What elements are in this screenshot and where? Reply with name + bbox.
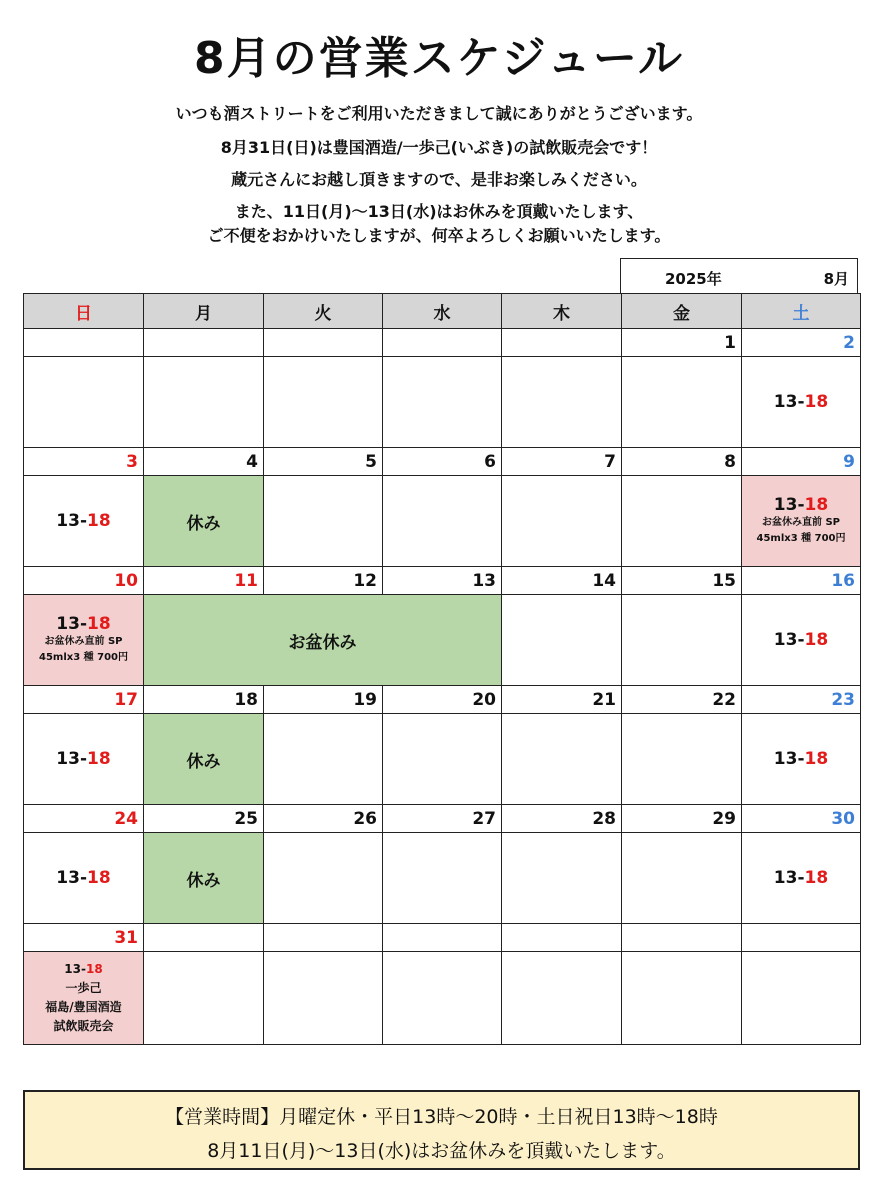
date-cell: 20 bbox=[383, 686, 502, 714]
schedule-cell bbox=[502, 833, 622, 924]
date-cell: 16 bbox=[742, 567, 861, 595]
date-cell: 19 bbox=[264, 686, 383, 714]
date-cell bbox=[383, 924, 502, 952]
schedule-cell-hours bbox=[742, 357, 861, 448]
date-cell: 26 bbox=[264, 805, 383, 833]
schedule-cell-rest: 休み bbox=[144, 833, 264, 924]
schedule-cell-special bbox=[24, 595, 144, 686]
schedule-cell-hours bbox=[742, 714, 861, 805]
date-cell: 27 bbox=[383, 805, 502, 833]
page-title: 8月の営業スケジュール bbox=[194, 33, 684, 84]
hours-end: 18 bbox=[87, 868, 111, 888]
week-4-schedule bbox=[24, 714, 861, 805]
footer-line-2: 8月11日(月)～13日(水)はお盆休みを頂戴いたします。 bbox=[207, 1140, 676, 1162]
week-6-dates bbox=[24, 924, 861, 952]
week-3-schedule bbox=[24, 595, 861, 686]
hours-end: 18 bbox=[804, 495, 829, 515]
schedule-cell bbox=[383, 476, 502, 567]
schedule-cell bbox=[264, 833, 383, 924]
date-cell: 14 bbox=[502, 567, 622, 595]
hours-start: 13- bbox=[773, 868, 805, 888]
hours-end: 18 bbox=[804, 868, 829, 888]
hours-end: 18 bbox=[804, 392, 829, 412]
weekday-wed: 水 bbox=[383, 294, 502, 329]
schedule-cell bbox=[24, 357, 144, 448]
schedule-cell bbox=[622, 833, 742, 924]
hours-end: 18 bbox=[804, 749, 829, 769]
date-cell bbox=[144, 924, 264, 952]
schedule-cell bbox=[264, 476, 383, 567]
schedule-cell-hours bbox=[24, 833, 144, 924]
date-cell: 8 bbox=[622, 448, 742, 476]
hours-end: 18 bbox=[87, 511, 111, 531]
schedule-cell bbox=[383, 357, 502, 448]
sp-note-line-1: お盆休み直前 SP bbox=[761, 517, 840, 528]
date-cell: 6 bbox=[383, 448, 502, 476]
date-cell: 31 bbox=[24, 924, 144, 952]
hours-start: 13- bbox=[64, 962, 86, 976]
hours-end: 18 bbox=[85, 962, 103, 976]
sp-note-line-1: お盆休み直前 SP bbox=[44, 636, 123, 647]
weekday-fri: 金 bbox=[622, 294, 742, 329]
schedule-cell bbox=[502, 357, 622, 448]
date-cell: 23 bbox=[742, 686, 861, 714]
date-cell: 29 bbox=[622, 805, 742, 833]
date-cell bbox=[502, 329, 622, 357]
schedule-cell bbox=[742, 952, 861, 1045]
weekday-header-row bbox=[24, 294, 861, 329]
hours-start: 13- bbox=[773, 630, 805, 650]
date-cell: 5 bbox=[264, 448, 383, 476]
date-cell bbox=[264, 329, 383, 357]
month-label: 8月 bbox=[823, 270, 849, 288]
hours-start: 13- bbox=[56, 749, 88, 769]
year-label: 2025年 bbox=[665, 270, 722, 288]
sp-note-line-2: 45mlx3 種 700円 bbox=[756, 533, 846, 544]
schedule-cell bbox=[502, 952, 622, 1045]
week-1-dates bbox=[24, 329, 861, 357]
schedule-cell-hours bbox=[742, 833, 861, 924]
date-cell bbox=[24, 329, 144, 357]
schedule-cell bbox=[383, 833, 502, 924]
date-cell bbox=[383, 329, 502, 357]
date-cell: 4 bbox=[144, 448, 264, 476]
schedule-cell bbox=[622, 714, 742, 805]
week-3-dates bbox=[24, 567, 861, 595]
hours-start: 13- bbox=[56, 614, 88, 634]
date-cell: 3 bbox=[24, 448, 144, 476]
hours-start: 13- bbox=[773, 392, 805, 412]
schedule-cell-hours bbox=[24, 714, 144, 805]
schedule-cell bbox=[622, 595, 742, 686]
hours-end: 18 bbox=[87, 614, 111, 634]
event-line-3: 試飲販売会 bbox=[53, 1019, 114, 1033]
date-cell: 25 bbox=[144, 805, 264, 833]
hours-start: 13- bbox=[773, 749, 805, 769]
event-line-1: 一歩己 bbox=[65, 981, 102, 995]
date-cell bbox=[622, 924, 742, 952]
schedule-cell-hours bbox=[742, 595, 861, 686]
date-cell bbox=[144, 329, 264, 357]
date-cell: 15 bbox=[622, 567, 742, 595]
schedule-cell bbox=[264, 357, 383, 448]
date-cell: 10 bbox=[24, 567, 144, 595]
sp-note-line-2: 45mlx3 種 700円 bbox=[38, 652, 128, 663]
date-cell: 24 bbox=[24, 805, 144, 833]
hours-start: 13- bbox=[56, 511, 88, 531]
schedule-cell bbox=[502, 595, 622, 686]
schedule-cell bbox=[144, 952, 264, 1045]
date-cell: 22 bbox=[622, 686, 742, 714]
date-cell: 13 bbox=[383, 567, 502, 595]
hours-start: 13- bbox=[56, 868, 88, 888]
schedule-cell-bon-holiday: お盆休み bbox=[144, 595, 502, 686]
date-cell: 30 bbox=[742, 805, 861, 833]
weekday-mon: 月 bbox=[144, 294, 264, 329]
year-month-box bbox=[620, 258, 858, 293]
schedule-cell bbox=[383, 952, 502, 1045]
calendar-grid bbox=[23, 293, 861, 1045]
date-cell bbox=[502, 924, 622, 952]
schedule-cell bbox=[383, 714, 502, 805]
schedule-cell bbox=[622, 476, 742, 567]
footer-line-1: 【営業時間】月曜定休・平日13時～20時・土日祝日13時～18時 bbox=[165, 1106, 718, 1128]
date-cell bbox=[264, 924, 383, 952]
date-cell: 12 bbox=[264, 567, 383, 595]
hours-end: 18 bbox=[804, 630, 829, 650]
week-5-schedule bbox=[24, 833, 861, 924]
business-hours-footer bbox=[23, 1090, 860, 1170]
date-cell: 21 bbox=[502, 686, 622, 714]
date-cell: 2 bbox=[742, 329, 861, 357]
weekday-sat: 土 bbox=[742, 294, 861, 329]
week-5-dates bbox=[24, 805, 861, 833]
week-1-schedule bbox=[24, 357, 861, 448]
schedule-cell-special bbox=[742, 476, 861, 567]
date-cell: 18 bbox=[144, 686, 264, 714]
week-6-schedule bbox=[24, 952, 861, 1045]
schedule-cell bbox=[502, 476, 622, 567]
week-2-schedule bbox=[24, 476, 861, 567]
hours-end: 18 bbox=[87, 749, 111, 769]
schedule-cell bbox=[502, 714, 622, 805]
date-cell: 1 bbox=[622, 329, 742, 357]
weekday-thu: 木 bbox=[502, 294, 622, 329]
schedule-cell-hours bbox=[24, 476, 144, 567]
date-cell: 28 bbox=[502, 805, 622, 833]
week-2-dates bbox=[24, 448, 861, 476]
schedule-cell-rest: 休み bbox=[144, 476, 264, 567]
event-line-2: 福島/豊国酒造 bbox=[45, 1000, 122, 1014]
schedule-cell bbox=[622, 357, 742, 448]
date-cell: 7 bbox=[502, 448, 622, 476]
week-4-dates bbox=[24, 686, 861, 714]
date-cell: 11 bbox=[144, 567, 264, 595]
hours-start: 13- bbox=[773, 495, 805, 515]
schedule-cell bbox=[144, 357, 264, 448]
schedule-cell bbox=[264, 714, 383, 805]
date-cell: 17 bbox=[24, 686, 144, 714]
schedule-cell-tasting-event bbox=[24, 952, 144, 1045]
date-cell: 9 bbox=[742, 448, 861, 476]
schedule-cell-rest: 休み bbox=[144, 714, 264, 805]
schedule-cell bbox=[264, 952, 383, 1045]
weekday-tue: 火 bbox=[264, 294, 383, 329]
date-cell bbox=[742, 924, 861, 952]
schedule-cell bbox=[622, 952, 742, 1045]
weekday-sun: 日 bbox=[24, 294, 144, 329]
